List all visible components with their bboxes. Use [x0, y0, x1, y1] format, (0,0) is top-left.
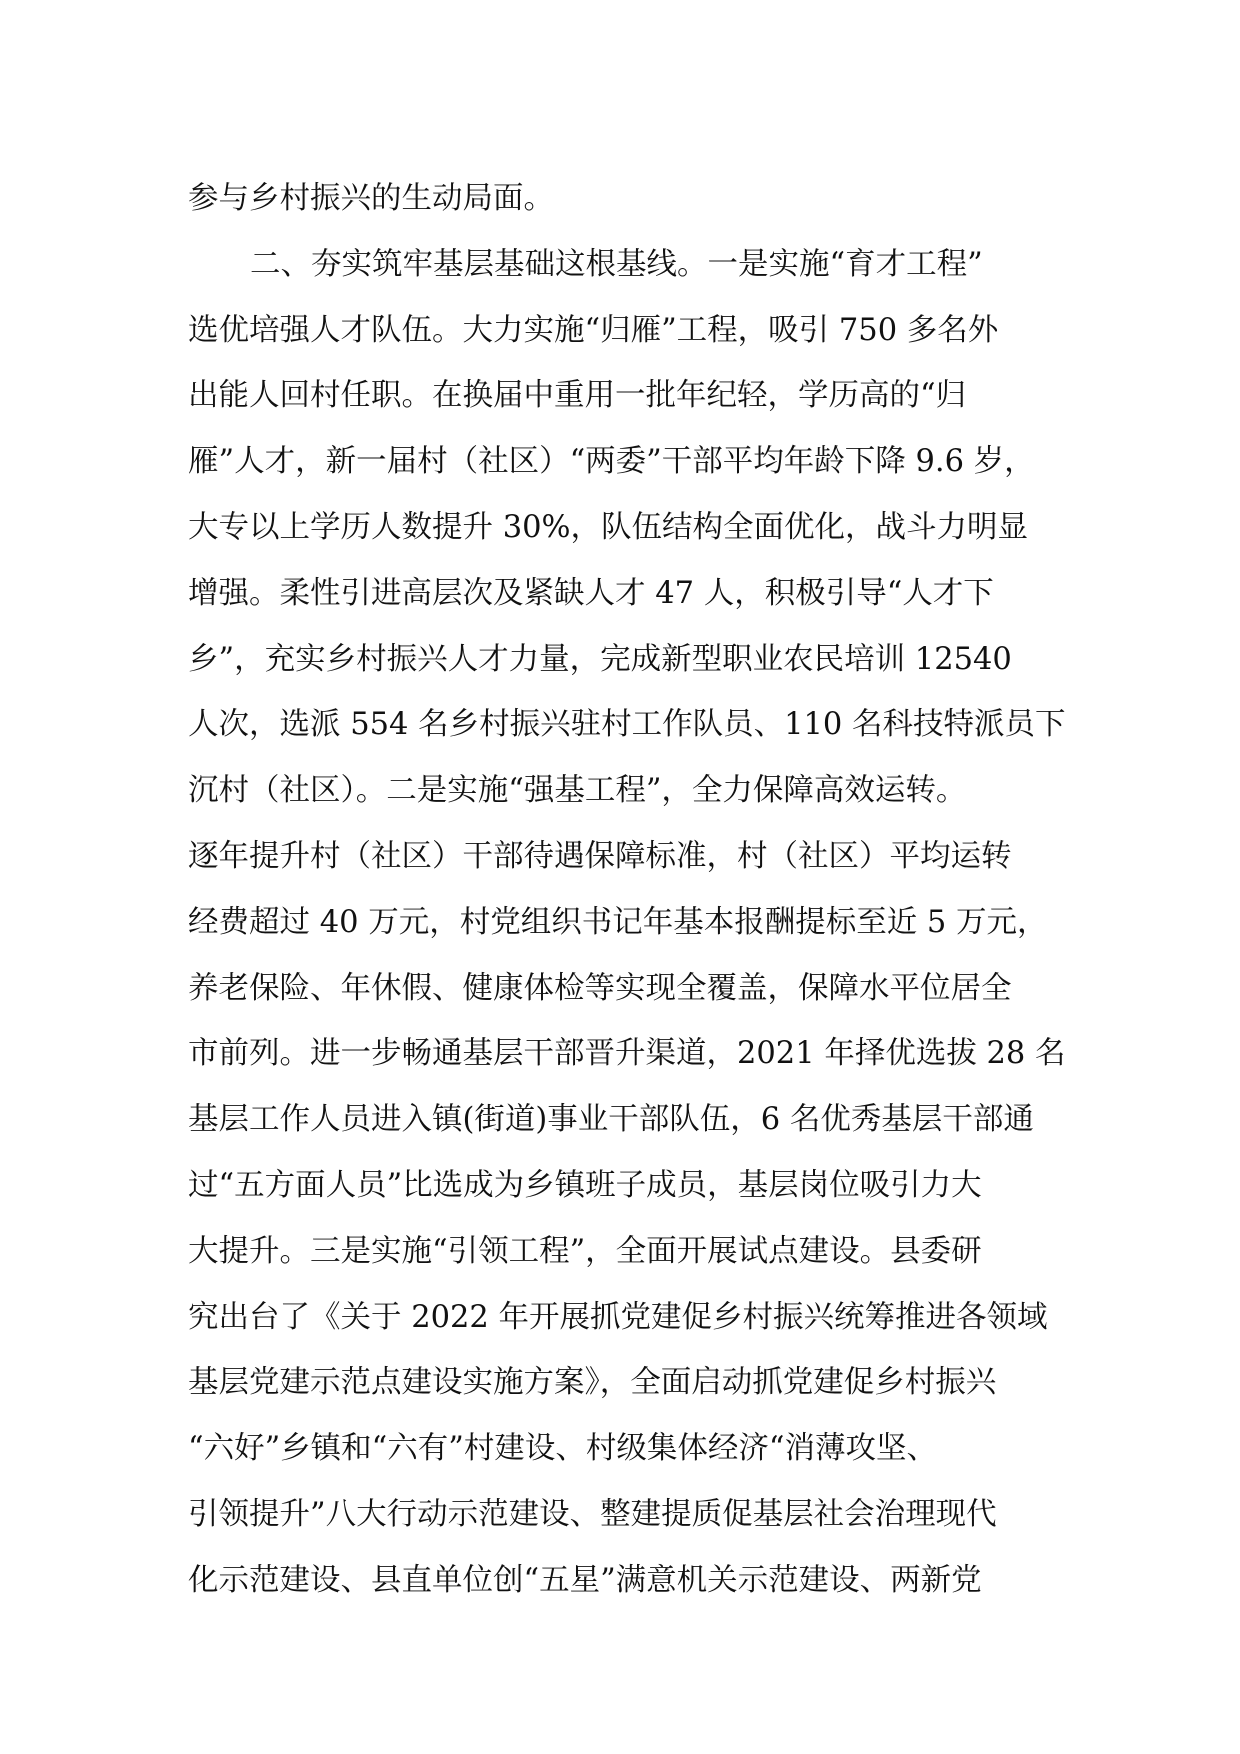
text-line: 养老保险、年休假、健康体检等实现全覆盖，保障水平位居全	[188, 970, 1012, 1006]
text-line: 究出台了《关于 2022 年开展抓党建促乡村振兴统筹推进各领域	[188, 1299, 1048, 1335]
text-line: 化示范建设、县直单位创“五星”满意机关示范建设、两新党	[188, 1562, 982, 1598]
text-line: 出能人回村任职。在换届中重用一批年纪轻，学历高的“归	[188, 378, 967, 414]
text-line: “六好”乡镇和“六有”村建设、村级集体经济“消薄攻坚、	[188, 1431, 937, 1467]
text-line: 人次，选派 554 名乡村振兴驻村工作队员、110 名科技特派员下	[188, 707, 1066, 743]
text-line: 选优培强人才队伍。大力实施“归雁”工程，吸引 750 多名外	[188, 312, 999, 348]
text-line: 大提升。三是实施“引领工程”，全面开展试点建设。县委研	[188, 1233, 982, 1269]
text-line: 沉村（社区）。二是实施“强基工程”，全力保障高效运转。	[188, 773, 967, 809]
text-line: 雁”人才，新一届村（社区）“两委”干部平均年龄下降 9.6 岁，	[188, 444, 1035, 480]
text-line: 市前列。进一步畅通基层干部晋升渠道，2021 年择优选拔 28 名	[188, 1036, 1066, 1072]
text-line: 大专以上学历人数提升 30%，队伍结构全面优化，战斗力明显	[188, 509, 1028, 545]
text-line: 增强。柔性引进高层次及紧缺人才 47 人，积极引导“人才下	[188, 575, 994, 611]
text-line: 乡”，充实乡村振兴人才力量，完成新型职业农民培训 12540	[188, 641, 1012, 677]
text-line: 经费超过 40 万元，村党组织书记年基本报酬提标至近 5 万元，	[188, 904, 1048, 940]
paragraph-first-line: 二、夯实筑牢基层基础这根基线。一是实施“育才工程”	[250, 246, 983, 282]
text-line: 参与乡村振兴的生动局面。	[188, 181, 554, 216]
text-line: 基层党建示范点建设实施方案》，全面启动抓党建促乡村振兴	[188, 1365, 997, 1401]
text-line: 逐年提升村（社区）干部待遇保障标准，村（社区）平均运转	[188, 838, 1012, 874]
text-line: 过“五方面人员”比选成为乡镇班子成员，基层岗位吸引力大	[188, 1167, 982, 1203]
text-line: 基层工作人员进入镇(街道)事业干部队伍，6 名优秀基层干部通	[188, 1102, 1034, 1138]
body-text	[188, 166, 1068, 1614]
text-line: 引领提升”八大行动示范建设、整建提质促基层社会治理现代	[188, 1496, 997, 1532]
